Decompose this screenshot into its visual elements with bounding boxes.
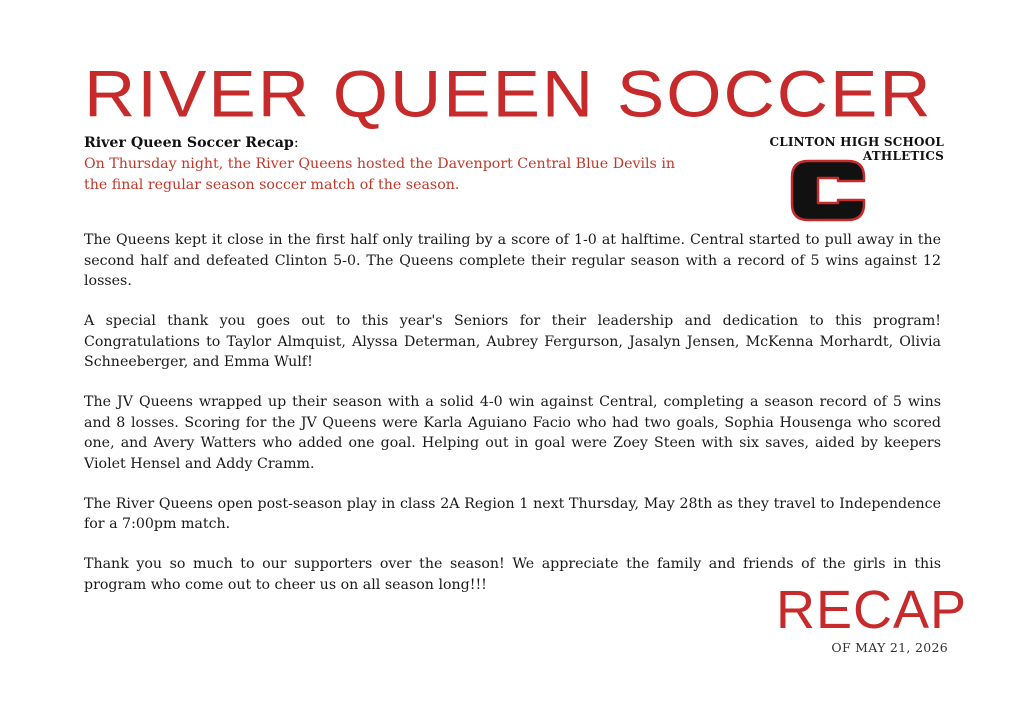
recap-heading: RECAP xyxy=(776,580,968,640)
paragraph-jv-results: The JV Queens wrapped up their season with a solid 4-0 win against Central, completing a season record of 5 wins and 8 losses. Scoring for the JV Queens were Karla Aguiano Facio who had two goals, Sophia Housenga who scored one, and Avery Watters who added one goal. Helping out in goal were Zoey Steen with six saves, aided by keepers Violet Hensel and Addy Cramm. xyxy=(84,394,941,472)
paragraph-thank-you: Thank you so much to our supporters over the season! We appreciate the family and friends of the girls in this program who come out to cheer us on all season long!!! xyxy=(84,556,941,593)
recap-body xyxy=(84,230,941,615)
paragraph-game-summary: The Queens kept it close in the first half only trailing by a score of 1-0 at halftime. Central started to pull away in the second half and defeated Clinton 5-0. The Queens complete their regular season with a record of 5 wins against 12 losses. xyxy=(84,232,941,289)
clinton-c-logo xyxy=(788,157,868,224)
school-name: CLINTON HIGH SCHOOL ATHLETICS xyxy=(769,135,944,163)
paragraph-post-season: The River Queens open post-season play in class 2A Region 1 next Thursday, May 28th as they travel to Independence for a 7:00pm match. xyxy=(84,495,941,532)
paragraph-seniors: A special thank you goes out to this year's Seniors for their leadership and dedication to this program! Congratulations to Taylor Almquist, Alyssa Determan, Aubrey Fergurson, Jasalyn Jensen, McKenna Morhardt, Olivia Schneeberger, and Emma Wulf! xyxy=(84,313,941,370)
recap-date: OF MAY 21, 2026 xyxy=(831,640,948,655)
intro-block xyxy=(84,133,694,196)
intro-lead-suffix: : xyxy=(293,135,299,151)
page-title: RIVER QUEEN SOCCER xyxy=(84,58,933,132)
intro-lead xyxy=(84,135,299,151)
intro-lead-bold: River Queen Soccer Recap xyxy=(84,135,294,151)
intro-text: On Thursday night, the River Queens hosted the Davenport Central Blue Devils in the final regular season soccer match of the season. xyxy=(84,156,676,193)
c-logo-icon xyxy=(788,157,868,224)
